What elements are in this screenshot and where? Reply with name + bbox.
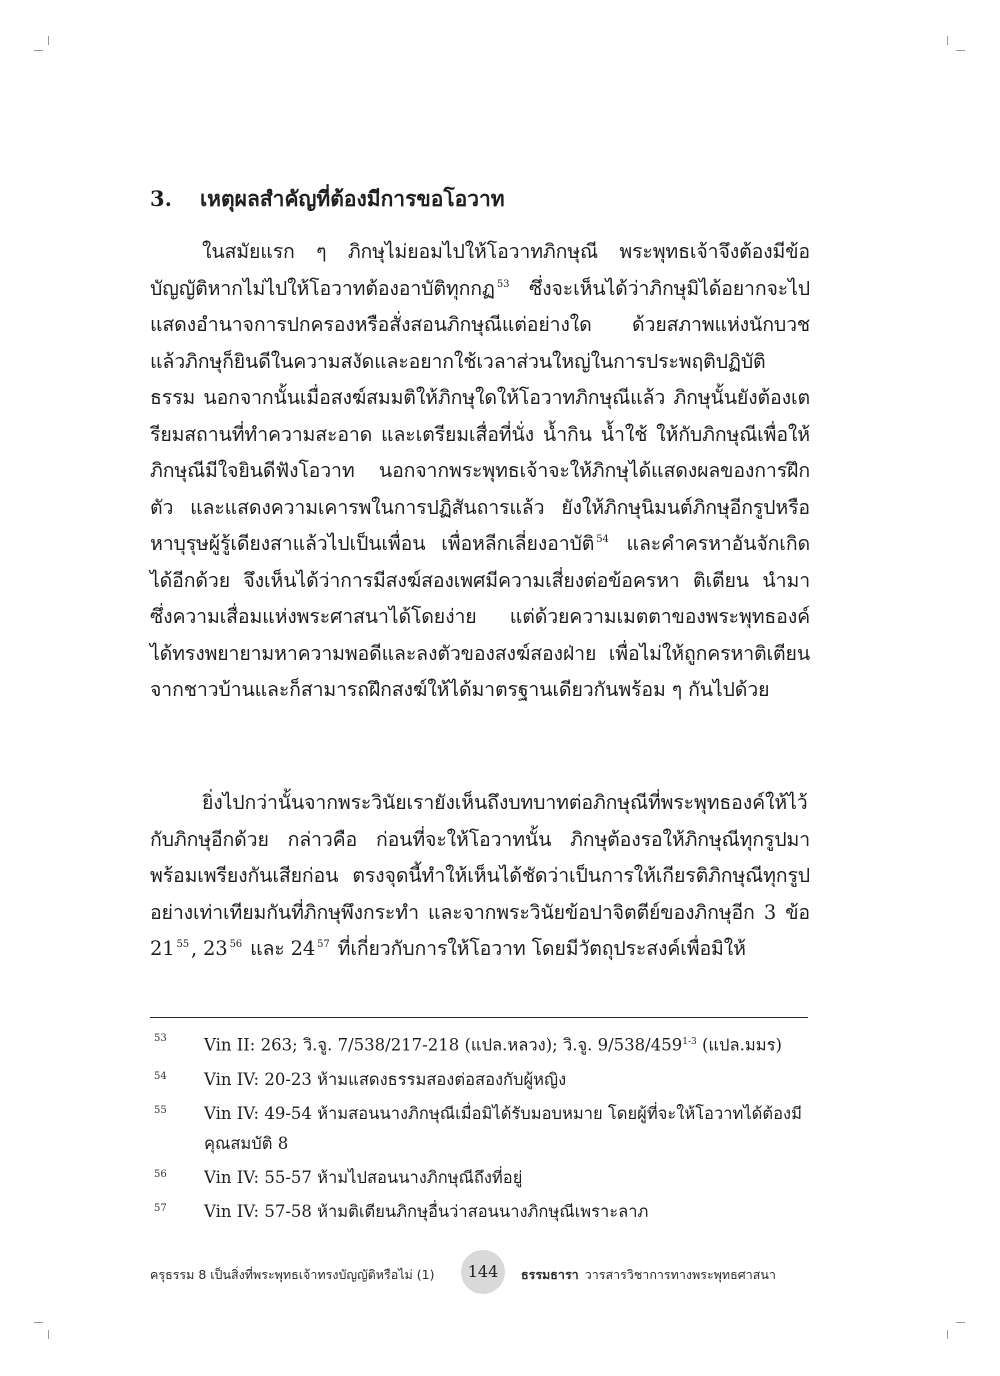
crop-mark — [34, 1322, 43, 1323]
footnote-sup: 1-3 — [682, 1037, 697, 1047]
paragraph-text: ยิ่งไปกว่านั้นจากพระวินัยเรายังเห็นถึงบทบาทต่อภิกษุณีที่พระพุทธองค์ให้ไว้กับภิกษุอีกด้วย กล่าวคือ ก่อนที่จะให้โอวาทนั้น ภิกษุต้องรอให้ภิกษุณีทุกรูปมาพร้อมเพรียงกันเสียก่อน ตรงจุดนี้ทำให้เห็นได้ชัดว่าเป็นการให้เกียรติภิกษุณีทุกรูปอย่างเท่าเทียมกันที่ภิกษุพึงกระทำ และจากพระวินัยข้อปาจิตตีย์ของภิกษุอีก 3 ข้อ 21 — [150, 791, 810, 960]
journal-info — [521, 1265, 776, 1285]
footnotes — [150, 1027, 810, 1231]
section-number: 3. — [150, 186, 172, 211]
footnote — [150, 1197, 810, 1227]
crop-mark — [956, 1322, 965, 1323]
paragraph-text: , 23 — [190, 937, 228, 960]
footnote-number: 56 — [154, 1168, 167, 1180]
section-title: เหตุผลสำคัญที่ต้องมีการขอโอวาท — [200, 186, 505, 211]
crop-mark — [48, 1330, 49, 1339]
crop-mark — [34, 50, 43, 51]
footnote-number: 54 — [154, 1070, 167, 1082]
footnote-ref[interactable]: 55 — [176, 939, 189, 950]
footnote-ref[interactable]: 54 — [596, 534, 609, 545]
body-paragraph — [150, 234, 810, 709]
paragraph-text: และคำครหาอันจักเกิดได้อีกด้วย จึงเห็นได้ว่าการมีสงฆ์สองเพศมีความเสี่ยงต่อข้อครหา ติเตียน นำมาซึ่งความเสื่อมแห่งพระศาสนาได้โดยง่าย แต่ด้วยความเมตตาของพระพุทธองค์ ได้ทรงพยายามหาความพอดีและลงตัวของสงฆ์สองฝ่าย เพื่อไม่ให้ถูกครหาติเตียนจากชาวบ้านและก็สามารถฝึกสงฆ์ให้ได้มาตรฐานเดียวกันพร้อม ๆ กันไปด้วย — [150, 532, 810, 701]
crop-mark — [947, 36, 948, 45]
crop-mark — [956, 50, 965, 51]
journal-subtitle: วารสารวิชาการทางพระพุทธศาสนา — [584, 1267, 776, 1282]
paragraph-text: ซึ่งจะเห็นได้ว่าภิกษุมิได้อยากจะไปแสดงอำนาจการปกครองหรือสั่งสอนภิกษุณีแต่อย่างใด ด้วยสภาพแห่งนักบวชแล้วภิกษุก็ยินดีในความสงัดและอยากใช้เวลาส่วนใหญ่ในการประพฤติปฏิบัติธรรม นอกจากนั้นเมื่อสงฆ์สมมติให้ภิกษุใดให้โอวาทภิกษุณีแล้ว ภิกษุนั้นยังต้องเตรียมสถานที่ทำความสะอาด และเตรียมเสื่อที่นั่ง น้ำกิน น้ำใช้ ให้กับภิกษุณีเพื่อให้ภิกษุณีมีใจยินดีฟังโอวาท นอกจากพระพุทธเจ้าจะให้ภิกษุได้แสดงผลของการฝึกตัว และแสดงความเคารพในการปฏิสันถารแล้ว ยังให้ภิกษุนิมนต์ภิกษุอีกรูปหรือหาบุรุษผู้รู้เดียงสาแล้วไปเป็นเพื่อน เพื่อหลีกเลี่ยงอาบัติ — [150, 276, 810, 555]
footnote-text: Vin IV: 49-54 ห้ามสอนนางภิกษุณีเมื่อมิได้รับมอบหมาย โดยผู้ที่จะให้โอวาทได้ต้องมีคุณสมบัติ 8 — [204, 1103, 802, 1153]
footnote — [150, 1099, 810, 1159]
footnote-text: Vin IV: 55-57 ห้ามไปสอนนางภิกษุณีถึงที่อยู่ — [204, 1167, 523, 1187]
paragraph-text: และ 24 — [244, 937, 316, 960]
crop-mark — [48, 36, 49, 45]
paragraph-text: ที่เกี่ยวกับการให้โอวาท โดยมีวัตถุประสงค์เพื่อมิให้ — [331, 937, 746, 960]
footnote-divider — [150, 1017, 808, 1018]
body-paragraph — [150, 785, 810, 968]
footnote — [150, 1065, 810, 1095]
article-title: ครุธรรม 8 เป็นสิ่งที่พระพุทธเจ้าทรงบัญญัติหรือไม่ (1) — [150, 1267, 435, 1282]
footnote-tail: (แปล.มมร) — [696, 1035, 782, 1055]
page-footer — [150, 1250, 850, 1294]
section-heading — [150, 183, 850, 215]
footnote-number: 55 — [154, 1104, 167, 1116]
footnote-ref[interactable]: 56 — [229, 939, 243, 950]
footnote-text: Vin II: 263; วิ.จู. 7/538/217-218 (แปล.หลวง); วิ.จู. 9/538/459 — [204, 1035, 683, 1055]
paragraph-text: ในสมัยแรก ๆ ภิกษุไม่ยอมไปให้โอวาทภิกษุณี พระพุทธเจ้าจึงต้องมีข้อบัญญัติหากไม่ไปให้โอวาทต้องอาบัติทุกกฏ — [150, 240, 810, 300]
footnote-text: Vin IV: 20-23 ห้ามแสดงธรรมสองต่อสองกับผู้หญิง — [204, 1069, 567, 1089]
footnote — [150, 1163, 810, 1193]
footnote-number: 53 — [154, 1033, 167, 1044]
journal-name: ธรรมธารา — [521, 1267, 579, 1282]
footnote-ref[interactable]: 57 — [317, 939, 330, 950]
footnote-ref[interactable]: 53 — [496, 278, 510, 290]
footnote — [150, 1027, 810, 1061]
page-number: 144 — [461, 1250, 505, 1294]
crop-mark — [947, 1330, 948, 1339]
footnote-text: Vin IV: 57-58 ห้ามติเตียนภิกษุอื่นว่าสอนนางภิกษุณีเพราะลาภ — [204, 1201, 649, 1221]
footnote-number: 57 — [154, 1202, 167, 1214]
